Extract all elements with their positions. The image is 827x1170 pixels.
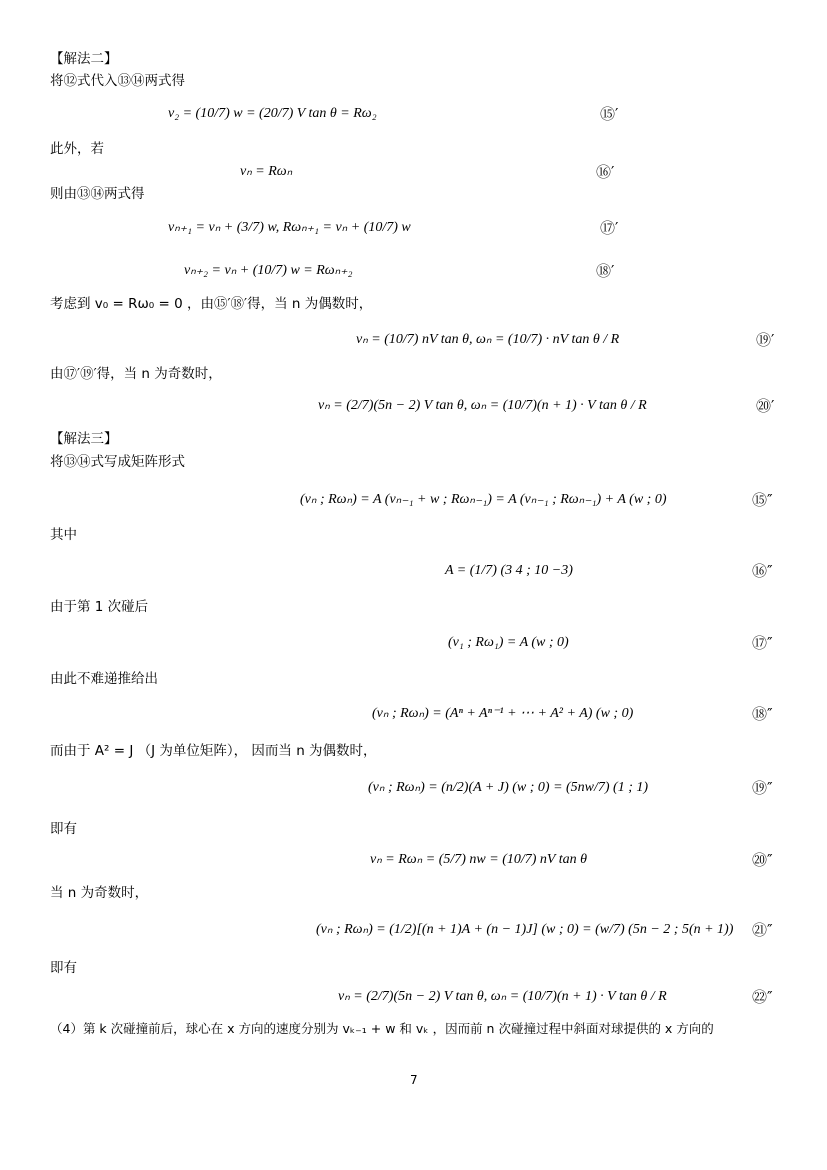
equation-21pp: (vₙ ; Rωₙ) = (1/2)[(n + 1)A + (n − 1)J] (w ; 0) = (w/7) (5n − 2 ; 5(n + 1)) xyxy=(316,922,734,937)
equation-number: ⑮″ xyxy=(752,491,773,509)
equation-number: ⑳″ xyxy=(752,851,773,869)
text-line: 由此不难递推给出 xyxy=(50,671,158,687)
text-line: 则由⑬⑭两式得 xyxy=(50,186,145,202)
text-line: 即有 xyxy=(50,960,77,976)
equation-number: ⑯′ xyxy=(596,163,615,181)
text-line: 考虑到 v₀ = Rω₀ = 0 ，由⑮′⑱′得，当 n 为偶数时， xyxy=(50,296,373,312)
equation-15pp: (vₙ ; Rωₙ) = A (vₙ₋₁ + w ; Rωₙ₋₁) = A (vₙ₋₁ ; Rωₙ₋₁) + A (w ; 0) xyxy=(300,492,667,507)
equation-17p: vₙ₊₁ = vₙ + (3/7) w, Rωₙ₊₁ = vₙ + (10/7) w xyxy=(168,220,411,235)
text-line: 由⑰′⑲′得，当 n 为奇数时， xyxy=(50,366,222,382)
text-line: 将⑬⑭式写成矩阵形式 xyxy=(50,454,185,470)
equation-15p: v₂ = (10/7) w = (20/7) V tan θ = Rω₂ xyxy=(168,106,377,121)
text-line: 由于第 1 次碰后 xyxy=(50,599,149,615)
equation-18pp: (vₙ ; Rωₙ) = (Aⁿ + Aⁿ⁻¹ + ⋯ + A² + A) (w ; 0) xyxy=(372,706,634,721)
equation-22pp: vₙ = (2/7)(5n − 2) V tan θ, ωₙ = (10/7)(n + 1) · V tan θ / R xyxy=(338,989,667,1004)
equation-number: ⑱″ xyxy=(752,705,773,723)
text-line: 当 n 为奇数时， xyxy=(50,885,149,901)
equation-number: ⑳′ xyxy=(756,397,775,415)
equation-number: ⑰″ xyxy=(752,634,773,652)
equation-18p: vₙ₊₂ = vₙ + (10/7) w = Rωₙ₊₂ xyxy=(184,263,353,278)
equation-number: ⑮′ xyxy=(600,105,619,123)
method2-header: 【解法二】 xyxy=(50,51,118,67)
equation-number: ㉒″ xyxy=(752,988,773,1006)
method3-header: 【解法三】 xyxy=(50,431,118,447)
equation-19p: vₙ = (10/7) nV tan θ, ωₙ = (10/7) · nV tan θ / R xyxy=(356,332,620,347)
text-line: 而由于 A² = J （J 为单位矩阵）， 因而当 n 为偶数时， xyxy=(50,743,377,759)
equation-number: ㉑″ xyxy=(752,921,773,939)
equation-20pp: vₙ = Rωₙ = (5/7) nw = (10/7) nV tan θ xyxy=(370,852,587,867)
text-line: 此外，若 xyxy=(50,141,104,157)
equation-number: ⑱′ xyxy=(596,262,615,280)
equation-19pp: (vₙ ; Rωₙ) = (n/2)(A + J) (w ; 0) = (5nw/7) (1 ; 1) xyxy=(368,780,649,795)
equation-number: ⑯″ xyxy=(752,562,773,580)
equation-20p: vₙ = (2/7)(5n − 2) V tan θ, ωₙ = (10/7)(n + 1) · V tan θ / R xyxy=(318,398,647,413)
equation-number: ⑲″ xyxy=(752,779,773,797)
text-line: （4）第 k 次碰撞前后，球心在 x 方向的速度分别为 vₖ₋₁ + w 和 vₖ ，因而前 n 次碰撞过程中斜面对球提供的 x 方向的 xyxy=(50,1021,714,1036)
page-number: 7 xyxy=(410,1073,418,1087)
text-line: 即有 xyxy=(50,821,77,837)
equation-16pp: A = (1/7) (3 4 ; 10 −3) xyxy=(445,563,573,578)
equation-number: ⑰′ xyxy=(600,219,619,237)
equation-16p: vₙ = Rωₙ xyxy=(240,164,293,179)
text-line: 其中 xyxy=(50,527,77,543)
text-line: 将⑫式代入⑬⑭两式得 xyxy=(50,73,185,89)
equation-number: ⑲′ xyxy=(756,331,775,349)
equation-17pp: (v₁ ; Rω₁) = A (w ; 0) xyxy=(448,635,569,650)
